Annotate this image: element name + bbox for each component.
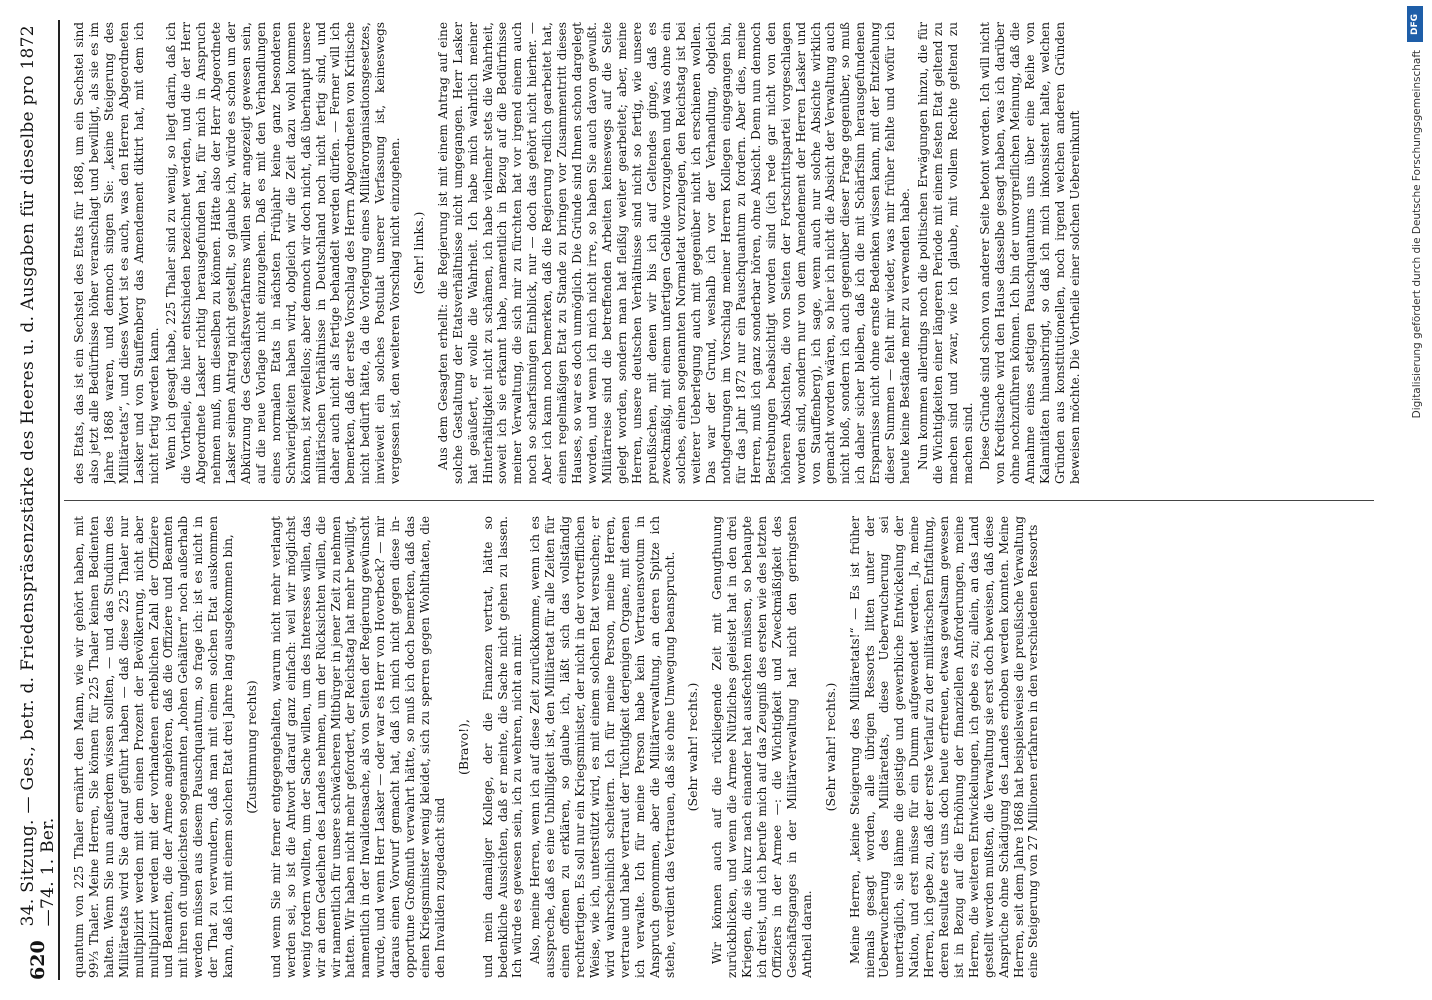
speaker-remark: (Sehr wahr! rechts.): [685, 682, 701, 812]
paragraph: Also, meine Herren, wenn ich auf diese Zeit zurückkomme, wenn ich es ausspreche, daß es eine Unbilligkeit ist, den Militäretat für alle Zeiten für einen offenen zu erklären, so glaube ich, läßt sich das vollständig rechtfertigen. Es soll nur ein Kriegsminister, der nicht in der vortrefflichen Weise, wie ich, unterstützt wird, es mit einem solchen Etat versuchen; er wird wahrscheinlich scheitern. Ich für meine Person, meine Herren, vertraue und habe vertraut der Tüchtigkeit derjenigen Organe, mit denen ich verwalte. Ich für meine Person habe kein Vertrauensvotum in Anspruch genommen, aber die Militärverwaltung, an deren Spitze ich stehe, verdient das Vertrauen, daß sie ohne Umwegung beansprucht.: [528, 516, 677, 978]
paragraph: Wir können auch auf die rückliegende Zeit mit Genugthuung zurückblicken, und wenn die Armee Nützliches geleistet hat in den drei Kriegen, die sie kurz nach einander hat ausfechten müssen, so behaupte ich dreist, und ich berufe mich auf das Zeugniß des ersten wie des letzten Offiziers in der Armee —: die Wichtigkeit und Zweckmäßigkeit des Geschäftsganges in der Militärverwaltung hat nicht den geringsten Antheil daran.: [710, 516, 814, 978]
page-header: [18, 20, 60, 980]
paragraph: quantum von 225 Thaler ernährt den Mann, wie wir gehört haben, mit 99⅓ Thaler. Meine Herren, Sie können für 225 Thaler keinen Bedienten halten. Wenn Sie nun außerdem wissen sollten, — und das Studium des Militäretats wird Sie darauf geführt haben — daß diese 225 Thaler nur multiplizirt werden mit dem einen Prozent der Bevölkerung, nicht aber multiplizirt werden mit der vorhandenen erheblichen Zahl der Offiziere und Beamten, die der Armee angehören, daß die Offiziere und Beamten mit ihren oft ungleichsten sogenannten „hohen Gehältern“ noch außerhalb werden müssen aus diesem Pauschquantum, so frage ich: ist es nicht in der That zu verwundern, daß man mit einem solchen Etat auskommen kann, daß ich mit einem solchen Etat drei Jahre lang ausgekommen bin,: [72, 516, 236, 978]
paragraph: Nun kommen allerdings noch die politischen Erwägungen hinzu, die für die Wichtigkeiten einer längeren Periode mit einem festen Etat geltend zu machen sind und zwar, wie ich glaube, mit vollem Rechte geltend zu machen sind.: [915, 22, 975, 484]
paragraph: des Etats, das ist ein Sechstel des Etats für 1868, um ein Sechstel sind also jetzt alle Bedürfnisse höher veranschlagt und bewilligt, als sie es im Jahre 1868 waren, und dennoch singen Sie: „keine Steigerung des Militäretats“, und dieses Wort ist es auch, was den Herren Abgeordneten Lasker und von Stauffenberg das Amendement diktirt hat, mit dem ich nicht fertig werden kann.: [72, 22, 161, 484]
paragraph: und wenn Sie mir ferner entgegengehalten, warum nicht mehr verlangt werden sei, so ist die Antwort darauf ganz einfach: weil wir möglichst wenig fordern wollten, um der Sache willen, um des Interesses willen, das wir an dem Gedeihen des Landes nehmen, um der Rücksichten willen, die wir namentlich für unsere schwächeren Mitbürger in jener Zeit zu nehmen hatten. Wir haben nicht mehr gefordert, der Reichstag hat mehr bewilligt, namentlich in der Invalidensache, als von Seiten der Regierung gewünscht wurde, und wenn Herr Lasker — oder war es Herr von Hoverbeck? — mir daraus einen Vorwurf gemacht hat, daß ich mich nicht gegen diese in- opportune Großmuth verwahrt hätte, so muß ich doch bemerken, daß das einen Kriegsminister wenig kleidet, sich zu sperren gegen Wohlthaten, die den Invaliden zugedacht sind: [268, 516, 447, 978]
speaker-remark: (Zustimmung rechts): [243, 680, 259, 814]
digitization-notice: Digitalisierung gefördert durch die Deutsche Forschungsgemeinschaft: [1411, 50, 1423, 419]
paragraph: und mein damaliger Kollege, der die Finanzen vertrat, hätte so bedenkliche Aussichten, daß er meinte, die Sache nicht gehen zu lassen. Ich würde es gewesen sein, ich zu wehren, nicht an mir.: [480, 516, 525, 978]
speaker-remark: (Sehr! links.): [410, 211, 426, 295]
paragraph: Diese Gründe sind schon von anderer Seite betont worden. Ich will nicht von Kreditsache wird den Hause dasselbe gesagt haben, was ich darüber ohne nochzuführen können. Ich bin der unvorgreiflichen Meinung, daß die Annahme eines stetigen Pauschquantums uns über eine Reihe von Kalamitäten hinausbringt, so daß ich mich inkonsistent halte, welchen Gründen aus konstitutionellen, noch irgend welchen anderen Gründen beweisen möchte. Die Vortheile einer solchen Uebereinkunft: [978, 22, 1082, 484]
text-column-left: [72, 516, 1372, 978]
speaker-remark: (Bravo!),: [455, 719, 471, 775]
paragraph: Meine Herren, „keine Steigerung des Militäretats!“ — Es ist früher niemals gesagt worden, alle übrigen Ressorts litten unter der Ueberwucherung des Militäretats, diese Ueberwucherung sei unerträglich, sie lähme die geistige und gewerbliche Entwickelung der Nation, und erst müsse für ein Dumm aufgewendet werden. Ja, meine Herren, ich gebe zu, daß der erste Verlauf zu der militärischen Entfaltung, deren Resultate erst uns doch heute erfreuen, etwas gewaltsam gewesen ist in Bezug auf die Erhöhung der finanziellen Anforderungen, meine Herren, die weiteren Entwickelungen, ich gebe es zu; allein, an das Land gestellt werden mußten, die Verwaltung sie erst doch beweisen, daß diese Ansprüche ohne Schädigung des Landes erhoben werden konnten. Meine Herren, seit dem Jahre 1868 hat beispielsweise die preußische Verwaltung eine Steigerung von 27 Millionen erfahren in den verschiedenen Ressorts: [847, 516, 1041, 978]
text-column-right: [72, 22, 1372, 484]
digitization-sidebar: [1406, 0, 1428, 1000]
speaker-remark: (Sehr wahr! rechts.): [822, 682, 838, 812]
page-number: 620: [27, 940, 49, 980]
running-head: 34. Sitzung. — Ges., betr. d. Friedenspräsenzstärke des Heeres u. d. Ausgaben für dieselbe pro 1872—74. 1. Ber.: [18, 25, 58, 927]
dfg-logo: DFG: [1407, 6, 1423, 42]
paragraph: Aus dem Gesagten erhellt: die Regierung ist mit einem Antrag auf eine solche Gestaltung der Etatsverhältnisse nicht umgegangen. Herr Lasker hat geäußert, er wolle die Wahrheit. Ich habe mich wahrlich meiner Hinterhältigkeit nicht zu schämen, ich habe vielmehr stets die Wahrheit, soweit ich sie erkannt habe, namentlich in Bezug auf die Bedürfnisse meiner Verwaltung, die sich mir zu fürchten hat vor irgend einem auch noch so scharfsinnigen Einblick, nur — doch das gehört nicht hierher. — Aber ich kann noch bemerken, daß die Regierung redlich gearbeitet hat, einen regelmäßigen Etat zu Stande zu bringen vor Zusammentritt dieses Hauses, so war es doch unmöglich. Die Gründe sind Ihnen schon dargelegt worden, und wenn ich mich nicht irre, so haben Sie auch davon gewußt. Militärreise sind die betreffenden Arbeiten keineswegs auf die Seite gelegt worden, sondern man hat fleißig weiter gearbeitet; aber, meine Herren, unsere deutschen Verhältnisse sind nicht so fertig, wie unsere preußischen, mit denen wir bis ich auf Geltendes ginge, daß es zweckmäßig, mit einem unfertigen Gebilde vorzugehen und was ohne ein solches, einen sogenannten Normaletat vorzulegen, den Reichstag ist bei weiterer Ueberlegung auch mit gegenüber nicht ich erschienen wollen. Das war der Grund, weshalb ich vor der Verhandlung, obgleich nothgedrungen im Vorschlag meiner Herren Kollegen eingegangen bin, für das Jahr 1872 nur ein Pauschquantum zu fordern. Aber dies, meine Herren, muß ich ganz sonderbar hören, ohne Absicht. Denn nun dennoch Bestrebungen beabsichtigt worden sind (ich rede gar nicht von den höheren Absichten, die von Seiten der Fortschrittspartei vorgeschlagen worden sind, sondern nur von dem Amendement der Herren Lasker und von Stauffenberg), ich sage, wenn auch nur solche Absichte wirklich gemacht worden wären, so hier ich nicht die Absicht der Verwaltung auch nicht bloß, sondern ich auch gegenüber dieser Frage gegenüber, so muß ich daher sicher bleiben, daß ich die mit Schärfsinn herausgefundenen Ersparnisse nicht ohne ernste Bedenken wissen kann, mit der Entziehung dieser Summen — fehlt mir wieder, was mir früher fehlte und wofür ich heute keine Bestände mehr zu verwenden habe.: [435, 22, 912, 484]
paragraph: Wenn ich gesagt habe, 225 Thaler sind zu wenig, so liegt darin, daß ich die Vortheile, die hier entschieden bezeichnet werden, und die der Herr Abgeordnete Lasker richtig herausgefunden hat, für mich in Anspruch nehmen muß, um dieselben zu können. Hätte also der Herr Abgeordnete Lasker seinen Antrag nicht gestellt, so glaube ich, würde es schon um der Abkürzung des Geschäftsverfahrens willen sehr angezeigt gewesen sein, auf die neue Vorlage nicht einzugehen. Daß es mit den Verhandlungen eines normalen Etats in nächsten Frühjahr keine ganz besonderen Schwierigkeiten haben wird, obgleich wir die Zeit dazu wohl kommen können, ist zweifellos; aber dennoch wir doch nicht, daß überhaupt unsere militärischen Verhältnisse in Deutschland noch nicht fertig sind, und daher auch nicht als fertige behandelt werden dürfen. — Ferner will ich bemerken, daß der erste Vorschlag des Herrn Abgeordneten von Kritische nicht bedürft hätte, da die Vorlegung eines Militärorganisationsgesetzes, inwieweit ein solches Postulat unserer Verfassung ist, keineswegs vergessen ist, den weiteren Vorschlag nicht einzugehen.: [164, 22, 403, 484]
column-divider: [64, 500, 1374, 501]
